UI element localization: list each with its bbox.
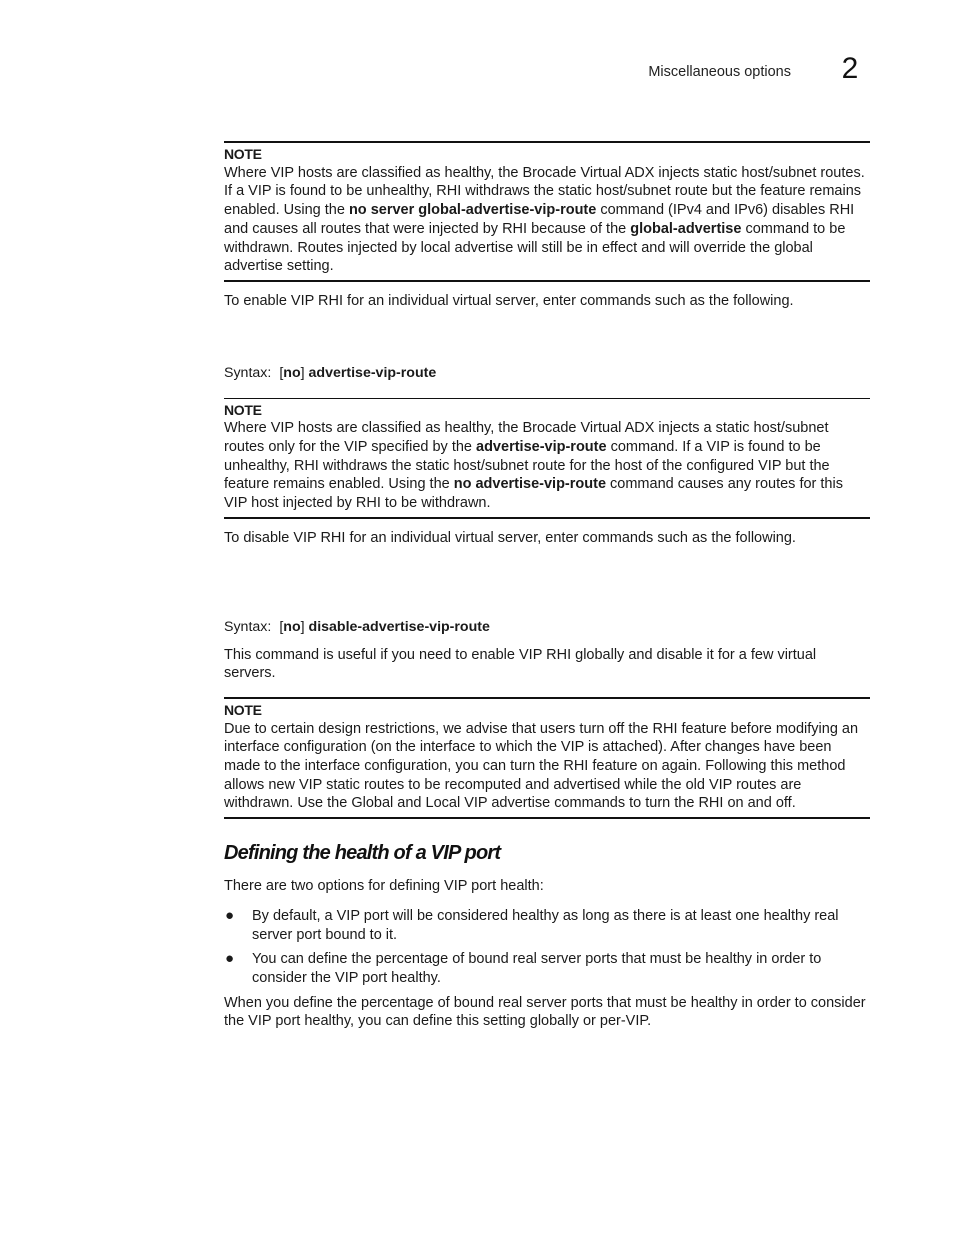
list-item-text: You can define the percentage of bound real server ports that must be healthy in order to consider the VIP port healthy. [252,951,822,986]
syntax-label: Syntax: [224,618,272,635]
syntax-advertise-vip-route [224,364,870,382]
syntax-disable-advertise-vip-route [224,618,870,636]
bullet-icon: ● [225,906,235,924]
note-text-part: command to be withdrawn. Routes injected by local advertise will still be in effect and will override the global advertise setting. [224,220,846,275]
note-text-part: Where VIP hosts are classified as healthy, the Brocade Virtual ADX injects static host/subnet routes. If a VIP is found to be unhealthy, RHI withdraws the static host/subnet route but the feature remains enabled. Using the [224,164,865,219]
syntax-bracket-open: [ [279,364,284,381]
bullet-icon: ● [225,950,235,968]
note-box-global-advertise [224,141,870,282]
syntax-label: Syntax: [224,364,272,381]
command-keyword: no server global-advertise-vip-route [348,202,597,219]
note-label: NOTE [224,401,262,418]
note-text: Due to certain design restrictions, we advise that users turn off the RHI feature before modifying an interface configuration (on the interface to which the VIP is attached). After changes have been made to the interface configuration, you can turn the RHI feature on again. Following this method allows new VIP static routes to be recomputed and advertised while the old VIP routes are withdrawn. Use the Global and Local VIP advertise commands to turn the RHI on and off. [224,720,859,812]
syntax-bracket-open: [ [279,618,284,635]
syntax-bracket-close: ] [300,618,305,635]
running-header-chapter-number: 2 [841,52,859,85]
note-label: NOTE [224,701,262,718]
section-closing-paragraph: When you define the percentage of bound real server ports that must be healthy in order to consider the VIP port healthy, you can define this setting globally or per-VIP. [224,994,866,1030]
running-header-section-title: Miscellaneous options [648,64,791,80]
section-heading: Defining the health of a VIP port [224,842,501,865]
syntax-no-keyword: no [283,618,301,635]
page-content [224,141,870,1031]
syntax-bracket-close: ] [300,364,305,381]
paragraph-disable-vip-rhi: To disable VIP RHI for an individual virtual server, enter commands such as the following. [224,529,796,546]
command-keyword: advertise-vip-route [476,439,607,456]
note-text [224,419,870,513]
note-text-part: command. If a VIP is found to be unhealthy, RHI withdraws the static host/subnet route for the host of the configured VIP but the feature remains enabled. Using the [224,439,830,493]
paragraph-enable-vip-rhi: To enable VIP RHI for an individual virtual server, enter commands such as the following. [224,292,794,309]
note-text-part: command (IPv4 and IPv6) disables RHI and causes all routes that were injected by RHI because of the [224,202,855,237]
note-label: NOTE [224,146,262,162]
syntax-command: disable-advertise-vip-route [308,618,490,635]
section-intro: There are two options for defining VIP port health: [224,878,544,895]
command-keyword: no advertise-vip-route [453,476,607,493]
bullet-list [224,907,870,988]
syntax-command: advertise-vip-route [308,364,437,381]
note-box-advertise-vip-route [224,398,870,519]
list-item [224,950,870,987]
command-keyword: global-advertise [630,220,742,237]
paragraph-command-useful: This command is useful if you need to enable VIP RHI globally and disable it for a few virtual servers. [224,646,817,682]
list-item-text: By default, a VIP port will be considered healthy as long as there is at least one healthy real server port bound to it. [252,907,839,943]
list-item [224,907,870,944]
note-box-design-restrictions [224,697,870,819]
syntax-no-keyword: no [283,364,301,381]
note-text-part: Where VIP hosts are classified as healthy, the Brocade Virtual ADX injects a static host/subnet routes only for the VIP specified by the [224,420,829,456]
note-text [224,164,870,276]
note-text-part: command causes any routes for this VIP host injected by RHI to be withdrawn. [224,476,843,512]
